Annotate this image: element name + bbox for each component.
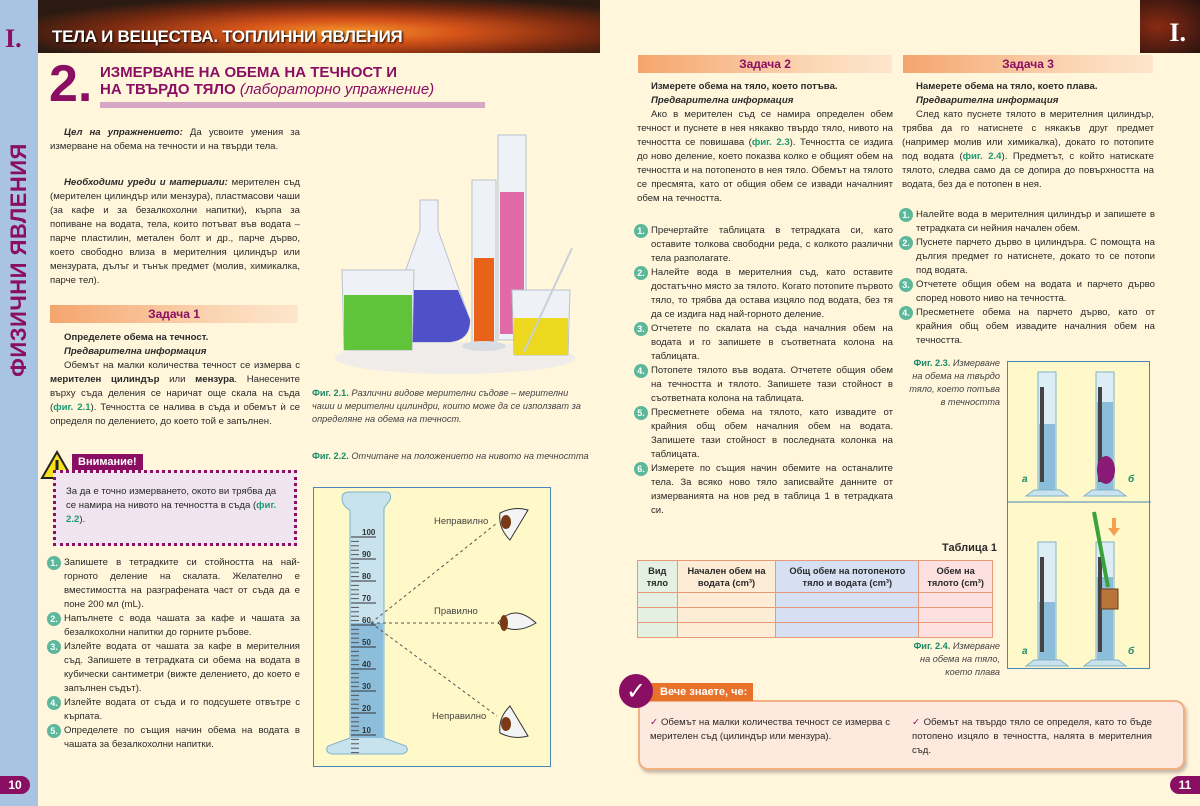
fig-2-2-diagram (313, 487, 551, 767)
scale-label: 80 (362, 572, 371, 581)
table-cell (919, 623, 993, 638)
svg-text:б: б (1128, 474, 1135, 485)
scale-label: 60 (362, 616, 371, 625)
step-number-badge: 4. (634, 364, 648, 378)
lab-glassware-photo (320, 120, 590, 380)
step-number-badge: 3. (47, 640, 61, 654)
table-cell (638, 593, 678, 608)
goal-paragraph: Цел на упражнението: Да усвоите умения за измерване на обема на течности и на твърди тела. (50, 127, 301, 152)
step-item (634, 224, 893, 266)
table-cell (638, 623, 678, 638)
step-text: Отчетете по скалата на съда началния обем на водата и го запишете в съответната колона на таблицата. (651, 323, 893, 362)
table-cell (776, 608, 919, 623)
fig-2-2-caption: Фиг. 2.2. Отчитане на положението на нивото на течността (312, 451, 589, 461)
svg-text:б: б (1128, 646, 1135, 657)
fig-2-3-2-4-diagrams (1007, 361, 1150, 669)
step-item (899, 236, 1155, 278)
step-text: Налейте вода в мерителния цилиндър и запишете в тетрадката си нейния начален обем. (916, 209, 1155, 234)
table1: Вид тяло Начален обем на водата (cm³) Общ обем на потопеното тяло и водата (cm³) Обем на тялото (cm³) (637, 560, 993, 638)
table-row (638, 593, 993, 608)
checkmark-icon: ✓ (619, 674, 653, 708)
check-icon: ✓ (912, 717, 921, 728)
step-text: Измерете по същия начин обемите на останалите тела. За всяко ново тяло записвайте данните от измерванията на нов ред в таблица 1 в тетрадката си. (651, 463, 893, 516)
summary-item: ✓ Обемът на малки количества течност се измерва с мерителен съд (цилиндър или мензура). (650, 717, 890, 742)
section-number: I. (5, 24, 22, 53)
sidebar-title: ФИЗИЧНИ ЯВЛЕНИЯ (6, 143, 32, 377)
eye-label-incorrect-bottom: Неправилно (432, 711, 487, 722)
step-item (634, 406, 893, 462)
step-number-badge: 2. (47, 612, 61, 626)
table-cell (677, 623, 776, 638)
eye-icon (500, 509, 528, 540)
step-text: Напълнете с вода чашата за кафе и чашата за безалкохолни напитки до горните ръбове. (64, 613, 300, 638)
cylinder-a-sinking (1026, 372, 1068, 496)
step-item (899, 306, 1155, 348)
step-item (47, 556, 300, 612)
materials-paragraph: Необходими уреди и материали: мерителен съд (мерителен цилиндър или мензура), пластмасови чаши (за кафе и за безалкохолни напитки), кърпа за попиване на водата, тела, които потъват във водата – парче пластилин, метален болт и др., парче дърво, което свободно влиза в мерителния цилиндър или мензурата, дълъг и тънък предмет (молив, химикалка, парче тел). (50, 177, 301, 286)
task1-header: Задача 1 (50, 305, 298, 323)
check-icon: ✓ (650, 717, 659, 728)
table-cell (919, 593, 993, 608)
cylinder-b-sinking (1084, 372, 1126, 496)
svg-text:а: а (1022, 474, 1028, 485)
step-item (634, 322, 893, 364)
step-text: Излейте водата от съда и го подсушете отвътре с кърпата. (64, 697, 300, 722)
step-number-badge: 1. (47, 556, 61, 570)
graduated-cylinder-diagram (314, 488, 552, 768)
summary-item: ✓ Обемът на твърдо тяло се определя, като то бъде потопено изцяло в течността, налята в мерителния съд. (912, 717, 1152, 756)
step-number-badge: 1. (634, 224, 648, 238)
eye-icon (500, 706, 528, 737)
table-cell (776, 623, 919, 638)
step-text: Потопете тялото във водата. Отчетете общия обем на течността и тялото. Запишете тази стойност в съответната колона на таблицата. (651, 365, 893, 404)
page-number-right: 11 (1170, 776, 1200, 794)
sidebar (0, 0, 38, 806)
step-text: Пресметнете обема на парчето дърво, като от крайния общ обем извадите началния обем на течността. (916, 307, 1155, 346)
cylinders-diagram (1008, 362, 1151, 670)
table1-title: Таблица 1 (942, 542, 998, 554)
table-cell (638, 608, 678, 623)
task2-body: Измерете обема на тяло, което потъва. Предварителна информация Ако в мерителен съд се намира определен обем течност и пуснете в нея някакво твърдо тяло, нивото на течността се повишава (фиг. 2.3). Течността се издига до ново деление, което показва колко е общият обем на течността и на потопеното в нея тяло. Обемът на тялото се пресмята, като от общия обем се извади началният обем на течността. (637, 81, 894, 204)
lesson-number: 2. (49, 55, 93, 113)
cylinder-b-floating (1084, 512, 1126, 666)
table-row (638, 608, 993, 623)
table-cell (677, 593, 776, 608)
step-item (47, 724, 300, 752)
task1-body: Определете обема на течност. Предварителна информация Обемът на малки количества течност се измерва с мерителен цилиндър или мензура. Нанесените върху съда деления се наричат още скала на съда (фиг. 2.1). Течността се налива в съда и обемът ѝ се определя по делението, до което той е запълнен. (50, 332, 301, 427)
step-number-badge: 3. (634, 322, 648, 336)
task1-steps (47, 556, 300, 752)
lesson-title: ИЗМЕРВАНЕ НА ОБЕМА НА ТЕЧНОСТ И НА ТВЪРДО ТЯЛО (лабораторно упражнение) (100, 64, 435, 98)
down-arrow-icon (1108, 518, 1120, 536)
scale-label: 10 (362, 726, 371, 735)
task3-steps (899, 208, 1155, 348)
task3-header: Задача 3 (903, 55, 1153, 73)
step-text: Налейте вода в мерителния съд, като оставите достатъчно място за тялото. Когато потопите първото тяло, то трябва да остава изцяло под водата, без тя да се издига над най-горното деление. (651, 267, 893, 320)
scale-label: 20 (362, 704, 371, 713)
step-text: Пуснете парчето дърво в цилиндъра. С помощта на дългия предмет го натиснете, докато то се потопи под водата. (916, 237, 1155, 276)
task2-header: Задача 2 (638, 55, 892, 73)
step-text: Отчетете общия обем на водата и парчето дърво според новото ниво на течността. (916, 279, 1155, 304)
step-item (47, 612, 300, 640)
right-section-number: I. (1169, 18, 1186, 47)
step-item (634, 266, 893, 322)
scale-label: 50 (362, 638, 371, 647)
step-number-badge: 2. (634, 266, 648, 280)
summary-label: Вече знаете, че: (648, 683, 753, 701)
eye-label-correct: Правилно (434, 606, 478, 617)
step-number-badge: 2. (899, 236, 913, 250)
step-item (47, 640, 300, 696)
cylinder-a-floating (1026, 542, 1068, 666)
eye-icon (498, 613, 536, 631)
chapter-banner (38, 0, 600, 53)
table-row (638, 623, 993, 638)
chapter-title: ТЕЛА И ВЕЩЕСТВА. ТОПЛИННИ ЯВЛЕНИЯ (52, 27, 403, 46)
step-number-badge: 4. (899, 306, 913, 320)
scale-label: 90 (362, 550, 371, 559)
fig-2-3-link[interactable]: фиг. 2.3 (751, 137, 790, 148)
fig-2-1-caption: Фиг. 2.1. Различни видове мерителни съдове – мерителни чаши и мерителни цилиндри, които може да се използват за определяне на обема на течност. (312, 388, 581, 424)
scale-label: 100 (362, 528, 376, 537)
step-item (899, 208, 1155, 236)
svg-text:а: а (1022, 646, 1028, 657)
fig-2-4-caption: Фиг. 2.4. Измерване на обема на тяло, което плава (913, 641, 1000, 677)
step-number-badge: 5. (47, 724, 61, 738)
task3-body: Намерете обема на тяло, което плава. Предварителна информация След като пуснете тялото в мерителния цилиндър, трябва да го натиснете с някакъв друг предмет (например молив или химикалка), докато го потопите под водата (фиг. 2.4). Предметът, с който натискате тялото, следва само да се допира до повърхността на водата, без да е потопен в нея. (902, 81, 1154, 190)
step-item (634, 364, 893, 406)
step-number-badge: 5. (634, 406, 648, 420)
task2-steps (634, 224, 893, 518)
table-cell (677, 608, 776, 623)
step-number-badge: 1. (899, 208, 913, 222)
table-cell (776, 593, 919, 608)
fig-2-2-link[interactable]: фиг. 2.2 (66, 500, 277, 525)
fig-2-1-link[interactable]: фиг. 2.1 (53, 402, 91, 413)
step-text: Излейте водата от чашата за кафе в мерителния съд. Запишете в тетрадката си обема на водата в кубически сантиметри (вижте делението, до което е запълнен съдът). (64, 641, 300, 694)
scale-label: 30 (362, 682, 371, 691)
title-underline (100, 102, 485, 108)
step-text: Пресметнете обема на тялото, като извадите от крайния общ обем началния обем на водата. Запишете тази стойност в последната колонка на таблицата. (651, 407, 893, 460)
step-text: Пречертайте таблицата в тетрадката си, като оставите толкова свободни реда, с колкото различни тела разполагате. (651, 225, 893, 264)
warning-box: За да е точно измерването, окото ви трябва да се намира на нивото на течността в съда (фиг. 2.2). (53, 470, 297, 546)
step-item (634, 462, 893, 518)
warning-label: Внимание! (72, 454, 143, 471)
scale-label: 40 (362, 660, 371, 669)
step-item (47, 696, 300, 724)
fig-2-4-link[interactable]: фиг. 2.4 (962, 151, 1002, 162)
step-item (899, 278, 1155, 306)
right-banner (1140, 0, 1200, 53)
summary-box (638, 700, 1185, 770)
lesson-subtitle: (лабораторно упражнение) (239, 81, 435, 98)
table-cell (919, 608, 993, 623)
step-number-badge: 6. (634, 462, 648, 476)
eye-label-incorrect-top: Неправилно (434, 516, 489, 527)
fig-2-3-caption: Фиг. 2.3. Измерване на обема на твърдо тяло, което потъва в течността (909, 358, 1000, 407)
step-number-badge: 3. (899, 278, 913, 292)
scale-label: 70 (362, 594, 371, 603)
step-number-badge: 4. (47, 696, 61, 710)
page-number-left: 10 (0, 776, 30, 794)
step-text: Определете по същия начин обема на водата в чашата за безалкохолни напитки. (64, 725, 300, 750)
step-text: Запишете в тетрадките си стойността на най-горното деление на скалата. Желателно е вместимостта на разграфената част от съда да е поне 200 мл (mL). (64, 557, 300, 610)
